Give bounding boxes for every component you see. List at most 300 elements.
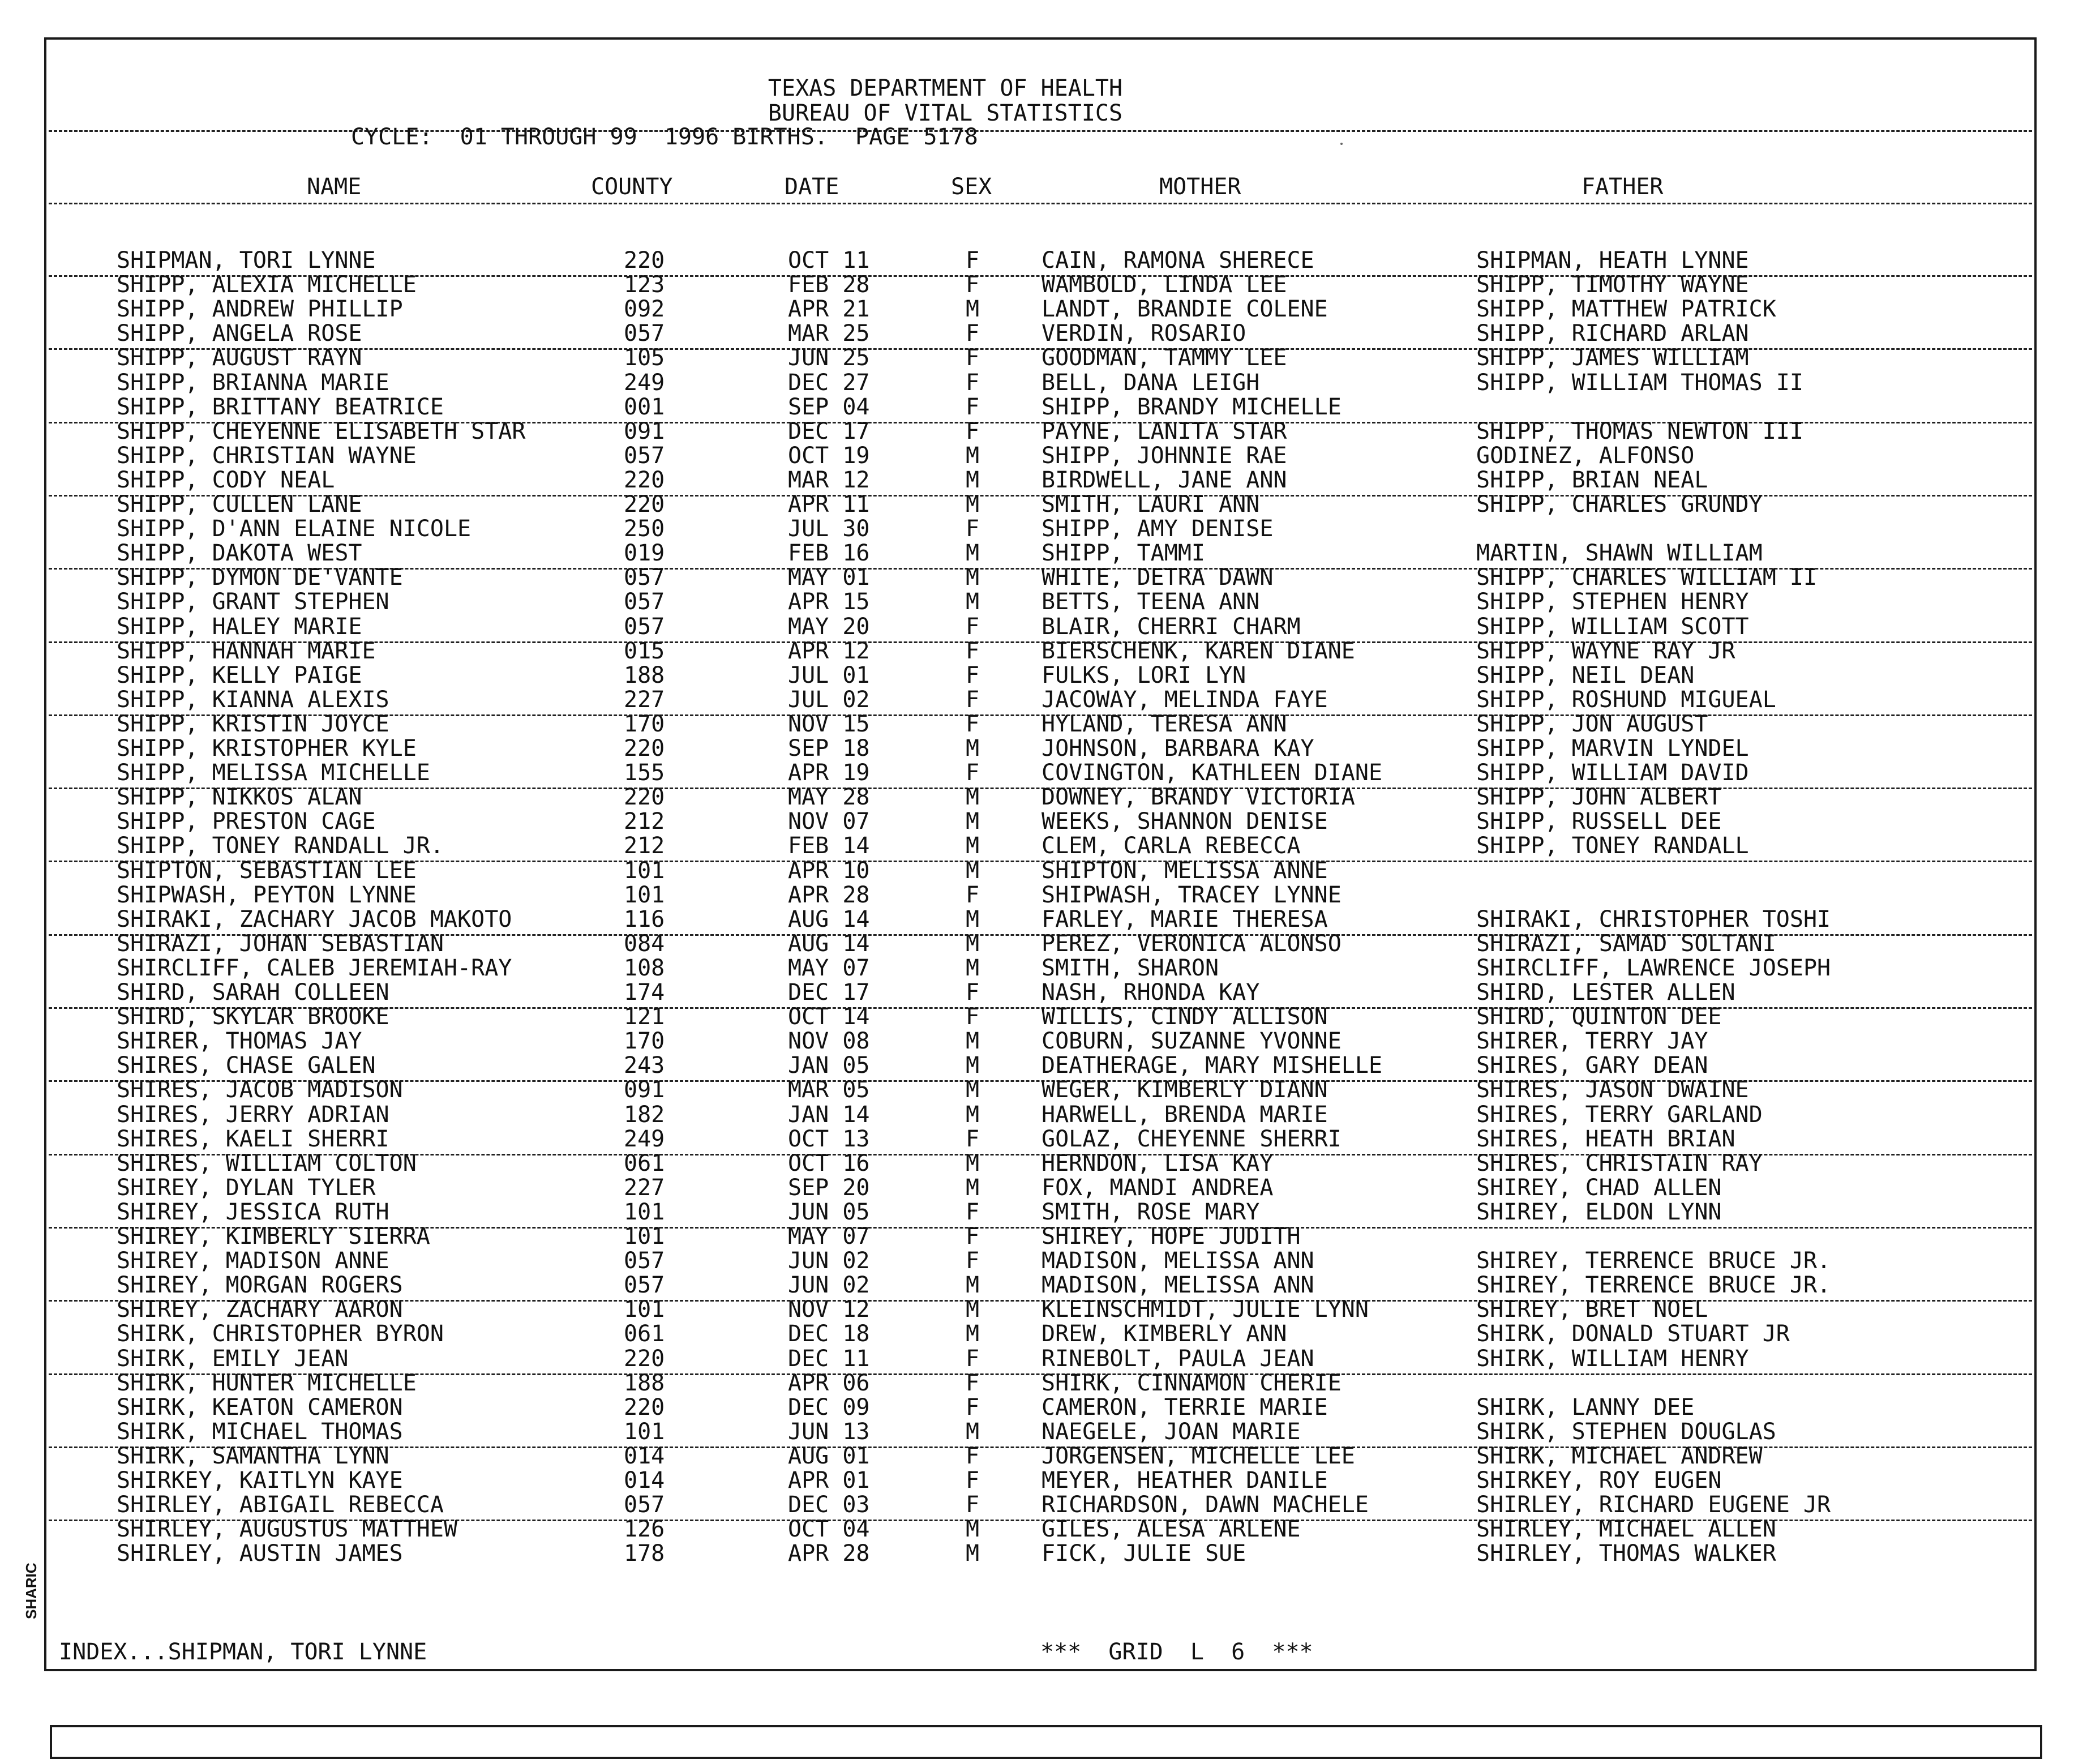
cell-county: 220 [624,491,665,517]
cell-mother: WEEKS, SHANNON DENISE [1042,808,1328,835]
cell-date: OCT 13 [788,1125,870,1152]
cell-father: SHIRLEY, MICHAEL ALLEN [1476,1516,1776,1543]
cell-date: APR 01 [788,1467,870,1493]
cell-name: SHIPP, PRESTON CAGE [117,808,376,835]
cell-father: SHIREY, TERRENCE BRUCE JR. [1476,1248,1831,1274]
cell-name: SHIREY, JESSICA RUTH [117,1199,389,1225]
cell-date: MAR 05 [788,1077,870,1103]
cell-sex: F [966,418,980,444]
cell-county: 182 [624,1101,665,1128]
cell-mother: DEATHERAGE, MARY MISHELLE [1042,1052,1383,1079]
cell-county: 220 [624,247,665,273]
cell-sex: M [966,784,980,811]
cell-date: NOV 08 [788,1028,870,1055]
cell-sex: M [966,1052,980,1079]
cell-sex: F [966,1467,980,1493]
column-header-divider [49,203,2032,204]
cell-name: SHIPMAN, TORI LYNNE [117,247,376,273]
cell-father: SHIREY, BRET NOEL [1476,1296,1708,1323]
cell-mother: NASH, RHONDA KAY [1042,979,1260,1005]
cell-mother: CAIN, RAMONA SHERECE [1042,247,1314,273]
cell-father: SHIPP, CHARLES WILLIAM II [1476,564,1818,591]
cell-name: SHIPP, KRISTIN JOYCE [117,711,389,737]
cell-date: FEB 14 [788,833,870,859]
cell-date: JUN 13 [788,1418,870,1445]
cell-name: SHIRK, CHRISTOPHER BYRON [117,1321,444,1347]
cell-county: 121 [624,1004,665,1030]
cell-date: FEB 28 [788,272,870,298]
cell-father: SHIPP, TONEY RANDALL [1476,833,1749,859]
cell-sex: M [966,930,980,957]
cell-county: 178 [624,1540,665,1567]
cell-sex: M [966,442,980,469]
cell-mother: VERDIN, ROSARIO [1042,320,1246,347]
cell-mother: GILES, ALESA ARLENE [1042,1516,1301,1543]
cell-county: 220 [624,784,665,811]
cell-sex: M [966,564,980,591]
cell-date: OCT 16 [788,1150,870,1176]
cell-name: SHIPP, HANNAH MARIE [117,637,376,664]
cell-father: SHIPP, RICHARD ARLAN [1476,320,1749,347]
cell-sex: M [966,1174,980,1201]
cell-sex: M [966,1272,980,1299]
cell-county: 101 [624,881,665,908]
cell-date: AUG 01 [788,1443,870,1469]
cell-name: SHIRER, THOMAS JAY [117,1028,362,1055]
cell-county: 170 [624,711,665,737]
cell-name: SHIRD, SARAH COLLEEN [117,979,389,1005]
cell-county: 227 [624,686,665,713]
cell-mother: JACOWAY, MELINDA FAYE [1042,686,1328,713]
cell-sex: F [966,516,980,542]
cell-county: 227 [624,1174,665,1201]
cell-mother: RICHARDSON, DAWN MACHELE [1042,1492,1369,1518]
cell-sex: M [966,906,980,932]
cell-county: 061 [624,1150,665,1176]
cell-name: SHIRES, WILLIAM COLTON [117,1150,417,1176]
cell-sex: F [966,637,980,664]
cell-date: APR 28 [788,1540,870,1567]
cell-date: MAY 07 [788,1223,870,1249]
col-header-sex: SEX [951,174,992,200]
cell-date: MAY 07 [788,955,870,981]
cell-date: SEP 04 [788,393,870,420]
cell-father: GODINEZ, ALFONSO [1476,442,1695,469]
cell-name: SHIPP, GRANT STEPHEN [117,589,389,615]
cell-county: 170 [624,1028,665,1055]
cell-mother: WAMBOLD, LINDA LEE [1042,272,1287,298]
col-header-mother: MOTHER [1159,174,1241,200]
cell-mother: DOWNEY, BRANDY VICTORIA [1042,784,1355,811]
cell-mother: SHIPP, BRANDY MICHELLE [1042,393,1342,420]
cell-name: SHIRLEY, AUSTIN JAMES [117,1540,403,1567]
cell-father: SHIRD, LESTER ALLEN [1476,979,1735,1005]
cell-date: SEP 20 [788,1174,870,1201]
cell-date: NOV 15 [788,711,870,737]
footer-index: INDEX...SHIPMAN, TORI LYNNE [59,1639,427,1665]
cell-county: 091 [624,418,665,444]
cell-name: SHIRK, EMILY JEAN [117,1345,349,1372]
cell-mother: LANDT, BRANDIE COLENE [1042,296,1328,323]
cell-sex: F [966,1223,980,1249]
cell-date: APR 28 [788,881,870,908]
cell-sex: M [966,1321,980,1347]
cell-name: SHIREY, DYLAN TYLER [117,1174,376,1201]
cell-sex: F [966,1369,980,1396]
cell-date: MAY 28 [788,784,870,811]
cell-date: APR 10 [788,857,870,884]
scan-speck [1340,143,1343,145]
cell-sex: M [966,540,980,567]
cell-sex: M [966,296,980,323]
cell-sex: M [966,1150,980,1176]
cell-county: 243 [624,1052,665,1079]
cell-date: NOV 07 [788,808,870,835]
cell-name: SHIREY, MADISON ANNE [117,1248,389,1274]
cell-sex: M [966,857,980,884]
cell-father: SHIPP, MARVIN LYNDEL [1476,735,1749,761]
cell-name: SHIPTON, SEBASTIAN LEE [117,857,417,884]
cell-name: SHIPP, BRIANNA MARIE [117,369,389,396]
cell-mother: BIERSCHENK, KAREN DIANE [1042,637,1355,664]
cell-name: SHIPP, KIANNA ALEXIS [117,686,389,713]
cell-date: MAR 25 [788,320,870,347]
cell-name: SHIPP, DYMON DE'VANTE [117,564,403,591]
cell-sex: F [966,1248,980,1274]
cell-date: DEC 17 [788,418,870,444]
cell-county: 212 [624,808,665,835]
cell-sex: F [966,979,980,1005]
cell-name: SHIPP, ALEXIA MICHELLE [117,272,417,298]
cell-date: OCT 19 [788,442,870,469]
cell-father: SHIRAZI, SAMAD SOLTANI [1476,930,1776,957]
cell-county: 249 [624,369,665,396]
cell-sex: M [966,1101,980,1128]
cell-county: 057 [624,1248,665,1274]
col-header-date: DATE [785,174,839,200]
cell-father: SHIRK, WILLIAM HENRY [1476,1345,1749,1372]
cell-date: DEC 11 [788,1345,870,1372]
cell-father: SHIPP, WILLIAM SCOTT [1476,613,1749,640]
cell-sex: F [966,1125,980,1152]
cell-mother: MADISON, MELISSA ANN [1042,1248,1314,1274]
cell-father: SHIPP, THOMAS NEWTON III [1476,418,1803,444]
cell-name: SHIPP, DAKOTA WEST [117,540,362,567]
cell-county: 220 [624,1394,665,1420]
report-subtitle: BUREAU OF VITAL STATISTICS [768,100,1123,126]
cell-mother: WEGER, KIMBERLY DIANN [1042,1077,1328,1103]
cell-sex: F [966,760,980,786]
cell-sex: F [966,662,980,688]
cell-father: SHIPP, STEPHEN HENRY [1476,589,1749,615]
cell-county: 057 [624,613,665,640]
cell-father: SHIPP, WAYNE RAY JR [1476,637,1735,664]
cell-father: SHIPP, WILLIAM DAVID [1476,760,1749,786]
cell-name: SHIPP, BRITTANY BEATRICE [117,393,444,420]
cell-date: JUL 02 [788,686,870,713]
cell-date: OCT 11 [788,247,870,273]
cell-father: SHIPP, RUSSELL DEE [1476,808,1722,835]
cell-name: SHIRAKI, ZACHARY JACOB MAKOTO [117,906,512,932]
cell-mother: BELL, DANA LEIGH [1042,369,1260,396]
cell-father: SHIPP, CHARLES GRUNDY [1476,491,1763,517]
cell-date: NOV 12 [788,1296,870,1323]
cell-father: SHIRK, STEPHEN DOUGLAS [1476,1418,1776,1445]
cell-father: SHIPP, NEIL DEAN [1476,662,1695,688]
cell-sex: M [966,1516,980,1543]
cell-father: SHIRES, GARY DEAN [1476,1052,1708,1079]
cell-county: 057 [624,320,665,347]
cell-county: 101 [624,1223,665,1249]
cell-county: 057 [624,442,665,469]
cell-mother: FOX, MANDI ANDREA [1042,1174,1274,1201]
cell-father: SHIREY, ELDON LYNN [1476,1199,1722,1225]
cell-date: MAY 01 [788,564,870,591]
cell-county: 014 [624,1443,665,1469]
report-title: TEXAS DEPARTMENT OF HEALTH [768,75,1123,101]
cell-county: 123 [624,272,665,298]
cell-date: APR 19 [788,760,870,786]
cell-mother: BIRDWELL, JANE ANN [1042,467,1287,493]
cell-mother: FICK, JULIE SUE [1042,1540,1246,1567]
cell-date: FEB 16 [788,540,870,567]
cell-county: 014 [624,1467,665,1493]
cell-sex: F [966,1004,980,1030]
cell-mother: HYLAND, TERESA ANN [1042,711,1287,737]
cell-father: SHIRES, CHRISTAIN RAY [1476,1150,1763,1176]
cell-mother: SMITH, LAURI ANN [1042,491,1260,517]
cell-sex: M [966,467,980,493]
cell-name: SHIRK, KEATON CAMERON [117,1394,403,1420]
cell-mother: COVINGTON, KATHLEEN DIANE [1042,760,1383,786]
cell-mother: RINEBOLT, PAULA JEAN [1042,1345,1314,1372]
next-page-frame [50,1725,2042,1759]
cell-sex: F [966,1199,980,1225]
cell-county: 101 [624,1296,665,1323]
cell-name: SHIPP, KELLY PAIGE [117,662,362,688]
cell-mother: FARLEY, MARIE THERESA [1042,906,1328,932]
cell-county: 174 [624,979,665,1005]
cell-date: JAN 05 [788,1052,870,1079]
cell-date: MAY 20 [788,613,870,640]
cell-mother: NAEGELE, JOAN MARIE [1042,1418,1301,1445]
cell-name: SHIREY, KIMBERLY SIERRA [117,1223,430,1249]
cell-father: SHIPP, WILLIAM THOMAS II [1476,369,1803,396]
cell-county: 220 [624,735,665,761]
cell-county: 249 [624,1125,665,1152]
cell-sex: F [966,613,980,640]
cell-sex: F [966,247,980,273]
cell-mother: GOODMAN, TAMMY LEE [1042,345,1287,371]
cell-sex: M [966,1077,980,1103]
cell-county: 108 [624,955,665,981]
cell-father: SHIREY, CHAD ALLEN [1476,1174,1722,1201]
cell-name: SHIPP, NIKKOS ALAN [117,784,362,811]
cell-date: JAN 14 [788,1101,870,1128]
cell-county: 057 [624,1492,665,1518]
cell-father: MARTIN, SHAWN WILLIAM [1476,540,1763,567]
cell-date: JUN 02 [788,1272,870,1299]
cell-father: SHIRD, QUINTON DEE [1476,1004,1722,1030]
cell-mother: GOLAZ, CHEYENNE SHERRI [1042,1125,1342,1152]
cell-father: SHIRK, DONALD STUART JR [1476,1321,1790,1347]
cell-county: 126 [624,1516,665,1543]
cell-name: SHIPP, ANGELA ROSE [117,320,362,347]
cell-sex: F [966,1492,980,1518]
cell-sex: M [966,833,980,859]
cell-father: SHIPP, JON AUGUST [1476,711,1708,737]
cell-father: SHIPP, ROSHUND MIGUEAL [1476,686,1776,713]
cell-father: SHIPP, MATTHEW PATRICK [1476,296,1776,323]
cell-name: SHIREY, MORGAN ROGERS [117,1272,403,1299]
cell-name: SHIPP, CULLEN LANE [117,491,362,517]
col-header-name: NAME [307,174,362,200]
cell-mother: COBURN, SUZANNE YVONNE [1042,1028,1342,1055]
cell-mother: SHIPWASH, TRACEY LYNNE [1042,881,1342,908]
cell-date: DEC 18 [788,1321,870,1347]
cell-name: SHIPP, MELISSA MICHELLE [117,760,430,786]
cell-sex: M [966,1028,980,1055]
cell-name: SHIPP, ANDREW PHILLIP [117,296,403,323]
cell-mother: PAYNE, LANITA STAR [1042,418,1287,444]
cell-date: MAR 12 [788,467,870,493]
cell-mother: HARWELL, BRENDA MARIE [1042,1101,1328,1128]
cell-sex: F [966,881,980,908]
cell-county: 061 [624,1321,665,1347]
cell-name: SHIREY, ZACHARY AARON [117,1296,403,1323]
cell-name: SHIPWASH, PEYTON LYNNE [117,881,417,908]
cell-mother: JORGENSEN, MICHELLE LEE [1042,1443,1355,1469]
cell-sex: F [966,345,980,371]
cell-sex: M [966,1296,980,1323]
cell-mother: CLEM, CARLA REBECCA [1042,833,1301,859]
cell-sex: F [966,369,980,396]
cell-name: SHIPP, HALEY MARIE [117,613,362,640]
cell-county: 015 [624,637,665,664]
cell-date: DEC 17 [788,979,870,1005]
cell-sex: M [966,1540,980,1567]
col-header-county: COUNTY [591,174,673,200]
cell-father: SHIRES, TERRY GARLAND [1476,1101,1763,1128]
cell-name: SHIRCLIFF, CALEB JEREMIAH-RAY [117,955,512,981]
cell-county: 188 [624,662,665,688]
cell-name: SHIRK, HUNTER MICHELLE [117,1369,417,1396]
cell-county: 057 [624,564,665,591]
cell-date: OCT 14 [788,1004,870,1030]
cell-father: SHIRK, MICHAEL ANDREW [1476,1443,1763,1469]
cell-county: 220 [624,467,665,493]
cell-name: SHIRES, JACOB MADISON [117,1077,403,1103]
cell-date: APR 11 [788,491,870,517]
cell-mother: BLAIR, CHERRI CHARM [1042,613,1301,640]
cell-mother: SHIREY, HOPE JUDITH [1042,1223,1301,1249]
cell-county: 092 [624,296,665,323]
cell-father: SHIRKEY, ROY EUGEN [1476,1467,1722,1493]
cell-date: JUN 05 [788,1199,870,1225]
cell-name: SHIPP, CHRISTIAN WAYNE [117,442,417,469]
cell-mother: SHIPP, AMY DENISE [1042,516,1274,542]
cell-father: SHIPMAN, HEATH LYNNE [1476,247,1749,273]
cell-date: AUG 14 [788,906,870,932]
cell-date: OCT 04 [788,1516,870,1543]
cell-county: 101 [624,1199,665,1225]
cell-father: SHIRCLIFF, LAWRENCE JOSEPH [1476,955,1831,981]
cell-mother: SHIPP, JOHNNIE RAE [1042,442,1287,469]
cell-sex: M [966,1418,980,1445]
cell-sex: M [966,955,980,981]
cell-county: 057 [624,589,665,615]
cell-name: SHIPP, KRISTOPHER KYLE [117,735,417,761]
cell-name: SHIRD, SKYLAR BROOKE [117,1004,389,1030]
cell-mother: MEYER, HEATHER DANILE [1042,1467,1328,1493]
cell-county: 220 [624,1345,665,1372]
cell-sex: M [966,589,980,615]
cell-name: SHIPP, TONEY RANDALL JR. [117,833,444,859]
cell-name: SHIPP, D'ANN ELAINE NICOLE [117,516,472,542]
cell-father: SHIREY, TERRENCE BRUCE JR. [1476,1272,1831,1299]
cell-date: SEP 18 [788,735,870,761]
cell-name: SHIRLEY, AUGUSTUS MATTHEW [117,1516,458,1543]
cell-county: 250 [624,516,665,542]
cell-date: JUN 25 [788,345,870,371]
cell-father: SHIRLEY, RICHARD EUGENE JR [1476,1492,1831,1518]
cell-mother: MADISON, MELISSA ANN [1042,1272,1314,1299]
cell-county: 001 [624,393,665,420]
cell-sex: M [966,735,980,761]
cell-name: SHIRKEY, KAITLYN KAYE [117,1467,403,1493]
cell-date: JUN 02 [788,1248,870,1274]
cell-mother: WILLIS, CINDY ALLISON [1042,1004,1328,1030]
cell-mother: DREW, KIMBERLY ANN [1042,1321,1287,1347]
cell-father: SHIRK, LANNY DEE [1476,1394,1695,1420]
cell-mother: SHIPP, TAMMI [1042,540,1205,567]
cell-date: DEC 03 [788,1492,870,1518]
header-divider [49,130,2032,132]
cell-county: 057 [624,1272,665,1299]
cell-sex: F [966,686,980,713]
cell-name: SHIRAZI, JOHAN SEBASTIAN [117,930,444,957]
cell-sex: F [966,320,980,347]
cell-date: DEC 09 [788,1394,870,1420]
cell-name: SHIPP, CHEYENNE ELISABETH STAR [117,418,526,444]
cell-name: SHIPP, AUGUST RAYN [117,345,362,371]
cell-date: APR 12 [788,637,870,664]
cell-sex: F [966,272,980,298]
cell-mother: SMITH, SHARON [1042,955,1219,981]
cell-mother: HERNDON, LISA KAY [1042,1150,1274,1176]
cell-name: SHIPP, CODY NEAL [117,467,335,493]
col-header-father: FATHER [1582,174,1664,200]
cell-mother: KLEINSCHMIDT, JULIE LYNN [1042,1296,1369,1323]
cycle-line: CYCLE: 01 THROUGH 99 1996 BIRTHS. PAGE 5178 [351,124,978,150]
cell-date: APR 21 [788,296,870,323]
cell-name: SHIRES, CHASE GALEN [117,1052,376,1079]
cell-father: SHIPP, TIMOTHY WAYNE [1476,272,1749,298]
cell-county: 101 [624,1418,665,1445]
cell-mother: CAMERON, TERRIE MARIE [1042,1394,1328,1420]
cell-county: 188 [624,1369,665,1396]
cell-sex: F [966,711,980,737]
cell-mother: SMITH, ROSE MARY [1042,1199,1260,1225]
cell-name: SHIRK, MICHAEL THOMAS [117,1418,403,1445]
cell-sex: M [966,491,980,517]
cell-county: 091 [624,1077,665,1103]
cell-father: SHIRES, JASON DWAINE [1476,1077,1749,1103]
cell-mother: PEREZ, VERONICA ALONSO [1042,930,1342,957]
cell-mother: JOHNSON, BARBARA KAY [1042,735,1314,761]
cell-mother: SHIPTON, MELISSA ANNE [1042,857,1328,884]
cell-sex: F [966,1443,980,1469]
